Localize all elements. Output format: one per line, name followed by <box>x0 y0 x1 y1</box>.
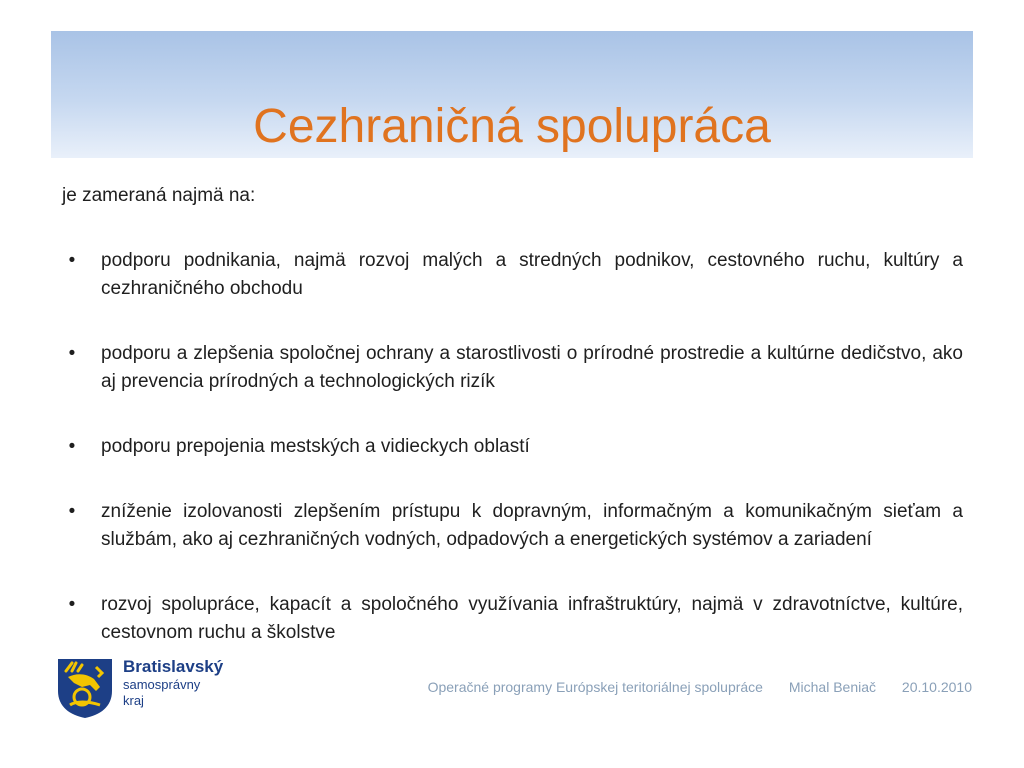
bullet-list <box>62 247 963 647</box>
bullet-text: zníženie izolovanosti zlepšením prístupu k dopravným, informačným a komunikačným sieťam a službám, ako aj cezhraničných vodných, odpadových a energetických systémov a zariadení <box>101 501 963 550</box>
bullet-icon: • <box>68 436 76 457</box>
bullet-text: podporu prepojenia mestských a vidieckych oblastí <box>101 436 530 457</box>
logo-text <box>123 657 223 709</box>
bullet-icon: • <box>68 250 76 271</box>
bullet-icon: • <box>68 594 76 615</box>
bullet-text: podporu podnikania, najmä rozvoj malých a stredných podnikov, cestovného ruchu, kultúry a cezhraničného obchodu <box>101 250 963 299</box>
slide-content <box>62 182 963 647</box>
bullet-item <box>62 433 963 461</box>
bullet-item <box>62 247 963 303</box>
bullet-item <box>62 340 963 396</box>
slide-title: Cezhraničná spolupráca <box>253 100 771 153</box>
bullet-item <box>62 591 963 647</box>
footer-date: 20.10.2010 <box>901 679 972 695</box>
bullet-icon: • <box>68 343 76 364</box>
logo-line-2: samosprávny <box>123 677 201 692</box>
region-logo <box>56 657 246 721</box>
footer <box>428 678 972 696</box>
bullet-text: podporu a zlepšenia spoločnej ochrany a starostlivosti o prírodné prostredie a kultúrne dedičstvo, ako aj prevencia prírodných a technologických rizík <box>101 343 963 392</box>
logo-line-3: kraj <box>123 693 144 708</box>
bullet-item <box>62 498 963 554</box>
footer-program: Operačné programy Európskej teritoriálnej spolupráce <box>427 679 763 695</box>
bullet-icon: • <box>68 501 76 522</box>
coat-of-arms-icon <box>56 657 114 719</box>
title-band <box>51 31 973 158</box>
footer-author: Michal Beniač <box>788 679 877 695</box>
logo-line-1: Bratislavský <box>123 657 224 676</box>
bullet-text: rozvoj spolupráce, kapacít a spoločného využívania infraštruktúry, najmä v zdravotníctve, kultúre, cestovnom ruchu a školstve <box>101 594 963 643</box>
intro-text: je zameraná najmä na: <box>62 185 256 206</box>
